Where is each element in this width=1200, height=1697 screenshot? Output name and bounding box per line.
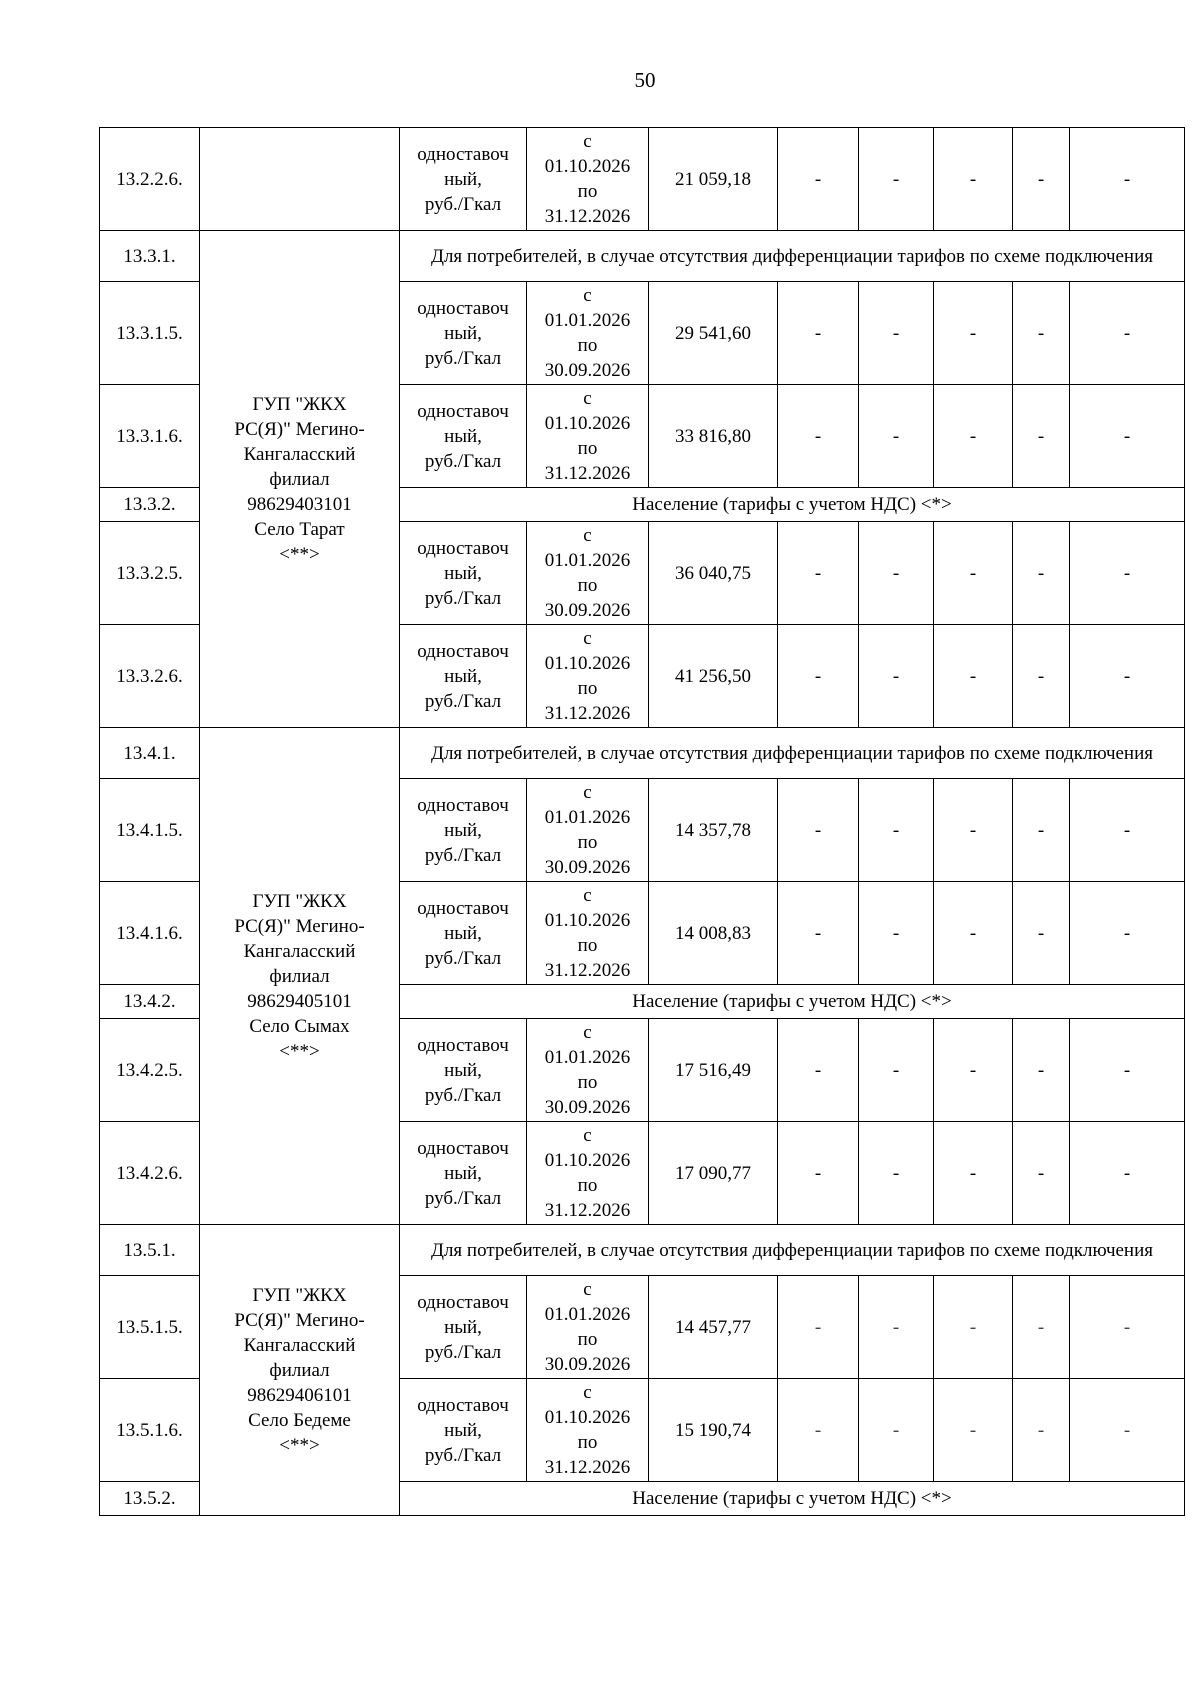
validity-period	[527, 128, 649, 231]
rate-type-line: одноставоч	[417, 143, 509, 165]
rate-type-line: одноставоч	[417, 640, 509, 662]
period-line: по	[577, 438, 598, 459]
validity-period	[527, 779, 649, 882]
period-line: 01.10.2026	[544, 1407, 631, 1428]
period-line: 01.10.2026	[544, 653, 631, 674]
organization-line: <**>	[279, 1434, 320, 1456]
rate-type	[400, 128, 527, 231]
empty-value: -	[1070, 282, 1185, 385]
organization-line: 98629406101	[247, 1384, 352, 1406]
empty-value: -	[859, 385, 934, 488]
rate-type-line: ный,	[444, 922, 482, 944]
empty-value: -	[1013, 522, 1070, 625]
empty-value: -	[934, 385, 1013, 488]
rate-type-line: ный,	[444, 1419, 482, 1441]
rate-type-line: ный,	[444, 1316, 482, 1338]
empty-value: -	[778, 1019, 859, 1122]
organization-line: Село Сымах	[249, 1015, 350, 1037]
empty-value: -	[778, 282, 859, 385]
period-line: с	[583, 782, 592, 803]
period-line: по	[577, 335, 598, 356]
rate-type	[400, 1276, 527, 1379]
organization-line: <**>	[279, 1040, 320, 1062]
validity-period	[527, 1276, 649, 1379]
period-line: 30.09.2026	[544, 1354, 631, 1375]
period-line: 31.12.2026	[544, 960, 631, 981]
empty-value: -	[1013, 625, 1070, 728]
empty-value: -	[934, 625, 1013, 728]
tariff-value: 15 190,74	[649, 1379, 778, 1482]
tariff-value: 17 090,77	[649, 1122, 778, 1225]
period-line: 01.10.2026	[544, 1150, 631, 1171]
period-line: 30.09.2026	[544, 857, 631, 878]
organization-line: РС(Я)" Мегино-	[234, 418, 365, 440]
organization-line: филиал	[269, 468, 330, 490]
validity-period	[527, 282, 649, 385]
row-code: 13.3.2.6.	[100, 625, 200, 728]
table-section-row	[100, 1225, 1185, 1276]
empty-value: -	[859, 282, 934, 385]
section-title: Для потребителей, в случае отсутствия дифференциации тарифов по схеме подключения	[400, 231, 1185, 282]
table-section-row	[100, 231, 1185, 282]
empty-value: -	[1013, 1019, 1070, 1122]
empty-value: -	[1070, 1379, 1185, 1482]
period-line: 01.01.2026	[544, 1304, 631, 1325]
empty-value: -	[778, 1276, 859, 1379]
section-title: Население (тарифы с учетом НДС) <*>	[400, 985, 1185, 1019]
rate-type-line: руб./Гкал	[424, 347, 502, 369]
tariff-value: 17 516,49	[649, 1019, 778, 1122]
organization-cell	[200, 231, 400, 728]
rate-type-line: руб./Гкал	[424, 690, 502, 712]
empty-value: -	[778, 779, 859, 882]
rate-type	[400, 1379, 527, 1482]
empty-value: -	[934, 1019, 1013, 1122]
organization-line: филиал	[269, 1359, 330, 1381]
rate-type-line: одноставоч	[417, 537, 509, 559]
empty-value: -	[1070, 882, 1185, 985]
validity-period	[527, 1019, 649, 1122]
empty-value: -	[934, 128, 1013, 231]
organization-line: ГУП "ЖКХ	[252, 890, 347, 912]
rate-type	[400, 882, 527, 985]
empty-value: -	[1070, 385, 1185, 488]
period-line: 01.10.2026	[544, 910, 631, 931]
rate-type	[400, 625, 527, 728]
empty-value: -	[778, 1379, 859, 1482]
tariff-value: 21 059,18	[649, 128, 778, 231]
tariff-table	[99, 127, 1185, 1516]
organization-line: ГУП "ЖКХ	[252, 393, 347, 415]
organization-cell	[200, 1225, 400, 1516]
empty-value: -	[1013, 282, 1070, 385]
empty-value: -	[934, 1379, 1013, 1482]
period-line: 01.10.2026	[544, 413, 631, 434]
organization-line: 98629405101	[247, 990, 352, 1012]
organization-line: филиал	[269, 965, 330, 987]
empty-value: -	[859, 625, 934, 728]
row-code: 13.3.1.	[100, 231, 200, 282]
section-title: Население (тарифы с учетом НДС) <*>	[400, 1482, 1185, 1516]
tariff-value: 29 541,60	[649, 282, 778, 385]
period-line: с	[583, 525, 592, 546]
page-number: 50	[634, 68, 656, 92]
period-line: 31.12.2026	[544, 703, 631, 724]
rate-type-line: одноставоч	[417, 1291, 509, 1313]
empty-value: -	[934, 1122, 1013, 1225]
period-line: по	[577, 935, 598, 956]
empty-value: -	[1070, 1276, 1185, 1379]
rate-type-line: руб./Гкал	[424, 844, 502, 866]
period-line: с	[583, 285, 592, 306]
organization-line: <**>	[279, 543, 320, 565]
tariff-value: 33 816,80	[649, 385, 778, 488]
row-code: 13.3.1.5.	[100, 282, 200, 385]
row-code: 13.4.1.6.	[100, 882, 200, 985]
empty-value: -	[859, 1122, 934, 1225]
period-line: с	[583, 628, 592, 649]
rate-type-line: одноставоч	[417, 794, 509, 816]
period-line: по	[577, 181, 598, 202]
empty-value: -	[1013, 882, 1070, 985]
empty-value: -	[934, 282, 1013, 385]
organization-line: Кангаласский	[243, 443, 356, 465]
period-line: 31.12.2026	[544, 463, 631, 484]
empty-value: -	[859, 128, 934, 231]
tariff-value: 14 008,83	[649, 882, 778, 985]
table-body	[100, 128, 1185, 1516]
empty-value: -	[1070, 522, 1185, 625]
rate-type-line: ный,	[444, 665, 482, 687]
period-line: по	[577, 1329, 598, 1350]
empty-value: -	[934, 1276, 1013, 1379]
row-code: 13.4.1.	[100, 728, 200, 779]
empty-value: -	[778, 882, 859, 985]
row-code: 13.5.2.	[100, 1482, 200, 1516]
empty-value: -	[859, 1019, 934, 1122]
period-line: 30.09.2026	[544, 360, 631, 381]
period-line: с	[583, 1125, 592, 1146]
rate-type	[400, 282, 527, 385]
empty-value: -	[934, 779, 1013, 882]
row-code: 13.3.2.5.	[100, 522, 200, 625]
rate-type-line: руб./Гкал	[424, 947, 502, 969]
organization-cell-empty	[200, 128, 400, 231]
section-title: Для потребителей, в случае отсутствия дифференциации тарифов по схеме подключения	[400, 1225, 1185, 1276]
rate-type-line: ный,	[444, 562, 482, 584]
validity-period	[527, 385, 649, 488]
rate-type	[400, 1019, 527, 1122]
organization-line: Село Бедеме	[248, 1409, 351, 1431]
empty-value: -	[778, 522, 859, 625]
empty-value: -	[1070, 1019, 1185, 1122]
rate-type-line: одноставоч	[417, 1137, 509, 1159]
period-line: по	[577, 1432, 598, 1453]
empty-value: -	[859, 522, 934, 625]
rate-type-line: руб./Гкал	[424, 1341, 502, 1363]
organization-line: РС(Я)" Мегино-	[234, 1309, 365, 1331]
period-line: с	[583, 885, 592, 906]
empty-value: -	[1013, 779, 1070, 882]
empty-value: -	[1013, 1276, 1070, 1379]
tariff-value: 36 040,75	[649, 522, 778, 625]
period-line: 01.10.2026	[544, 156, 631, 177]
row-code: 13.4.1.5.	[100, 779, 200, 882]
rate-type-line: руб./Гкал	[424, 1084, 502, 1106]
rate-type	[400, 522, 527, 625]
rate-type	[400, 779, 527, 882]
rate-type	[400, 1122, 527, 1225]
tariff-value: 41 256,50	[649, 625, 778, 728]
period-line: 31.12.2026	[544, 1457, 631, 1478]
validity-period	[527, 522, 649, 625]
row-code: 13.5.1.	[100, 1225, 200, 1276]
validity-period	[527, 625, 649, 728]
organization-cell	[200, 728, 400, 1225]
period-line: по	[577, 678, 598, 699]
rate-type-line: руб./Гкал	[424, 450, 502, 472]
period-line: 31.12.2026	[544, 206, 631, 227]
rate-type-line: ный,	[444, 1059, 482, 1081]
row-code: 13.4.2.	[100, 985, 200, 1019]
period-line: с	[583, 388, 592, 409]
rate-type-line: ный,	[444, 1162, 482, 1184]
tariff-value: 14 457,77	[649, 1276, 778, 1379]
period-line: с	[583, 1279, 592, 1300]
rate-type-line: руб./Гкал	[424, 587, 502, 609]
validity-period	[527, 1122, 649, 1225]
rate-type-line: одноставоч	[417, 1034, 509, 1056]
organization-line: РС(Я)" Мегино-	[234, 915, 365, 937]
validity-period	[527, 882, 649, 985]
rate-type-line: одноставоч	[417, 897, 509, 919]
rate-type-line: руб./Гкал	[424, 1444, 502, 1466]
empty-value: -	[1070, 1122, 1185, 1225]
period-line: с	[583, 1382, 592, 1403]
rate-type-line: ный,	[444, 819, 482, 841]
validity-period	[527, 1379, 649, 1482]
empty-value: -	[859, 882, 934, 985]
empty-value: -	[1070, 625, 1185, 728]
period-line: 31.12.2026	[544, 1200, 631, 1221]
period-line: по	[577, 575, 598, 596]
period-line: по	[577, 1072, 598, 1093]
rate-type-line: ный,	[444, 168, 482, 190]
empty-value: -	[934, 882, 1013, 985]
rate-type-line: ный,	[444, 425, 482, 447]
tariff-value: 14 357,78	[649, 779, 778, 882]
rate-type-line: одноставоч	[417, 297, 509, 319]
period-line: с	[583, 1022, 592, 1043]
row-code: 13.3.1.6.	[100, 385, 200, 488]
period-line: 30.09.2026	[544, 600, 631, 621]
empty-value: -	[778, 385, 859, 488]
table-row	[100, 128, 1185, 231]
organization-line: 98629403101	[247, 493, 352, 515]
period-line: по	[577, 1175, 598, 1196]
organization-line: Село Тарат	[254, 518, 345, 540]
rate-type-line: одноставоч	[417, 400, 509, 422]
period-line: с	[583, 131, 592, 152]
rate-type-line: руб./Гкал	[424, 193, 502, 215]
section-title: Население (тарифы с учетом НДС) <*>	[400, 488, 1185, 522]
empty-value: -	[859, 1379, 934, 1482]
empty-value: -	[778, 1122, 859, 1225]
organization-line: ГУП "ЖКХ	[252, 1284, 347, 1306]
empty-value: -	[778, 128, 859, 231]
period-line: 01.01.2026	[544, 807, 631, 828]
empty-value: -	[1070, 779, 1185, 882]
organization-line: Кангаласский	[243, 940, 356, 962]
empty-value: -	[859, 1276, 934, 1379]
period-line: 01.01.2026	[544, 550, 631, 571]
row-code: 13.5.1.6.	[100, 1379, 200, 1482]
period-line: 01.01.2026	[544, 310, 631, 331]
empty-value: -	[1013, 1379, 1070, 1482]
period-line: 30.09.2026	[544, 1097, 631, 1118]
period-line: по	[577, 832, 598, 853]
period-line: 01.01.2026	[544, 1047, 631, 1068]
table-section-row	[100, 728, 1185, 779]
empty-value: -	[1013, 385, 1070, 488]
empty-value: -	[778, 625, 859, 728]
row-code: 13.3.2.	[100, 488, 200, 522]
rate-type-line: одноставоч	[417, 1394, 509, 1416]
empty-value: -	[859, 779, 934, 882]
empty-value: -	[1070, 128, 1185, 231]
organization-line: Кангаласский	[243, 1334, 356, 1356]
row-code: 13.2.2.6.	[100, 128, 200, 231]
section-title: Для потребителей, в случае отсутствия дифференциации тарифов по схеме подключения	[400, 728, 1185, 779]
rate-type-line: руб./Гкал	[424, 1187, 502, 1209]
row-code: 13.4.2.5.	[100, 1019, 200, 1122]
rate-type-line: ный,	[444, 322, 482, 344]
row-code: 13.5.1.5.	[100, 1276, 200, 1379]
row-code: 13.4.2.6.	[100, 1122, 200, 1225]
empty-value: -	[934, 522, 1013, 625]
empty-value: -	[1013, 128, 1070, 231]
empty-value: -	[1013, 1122, 1070, 1225]
rate-type	[400, 385, 527, 488]
